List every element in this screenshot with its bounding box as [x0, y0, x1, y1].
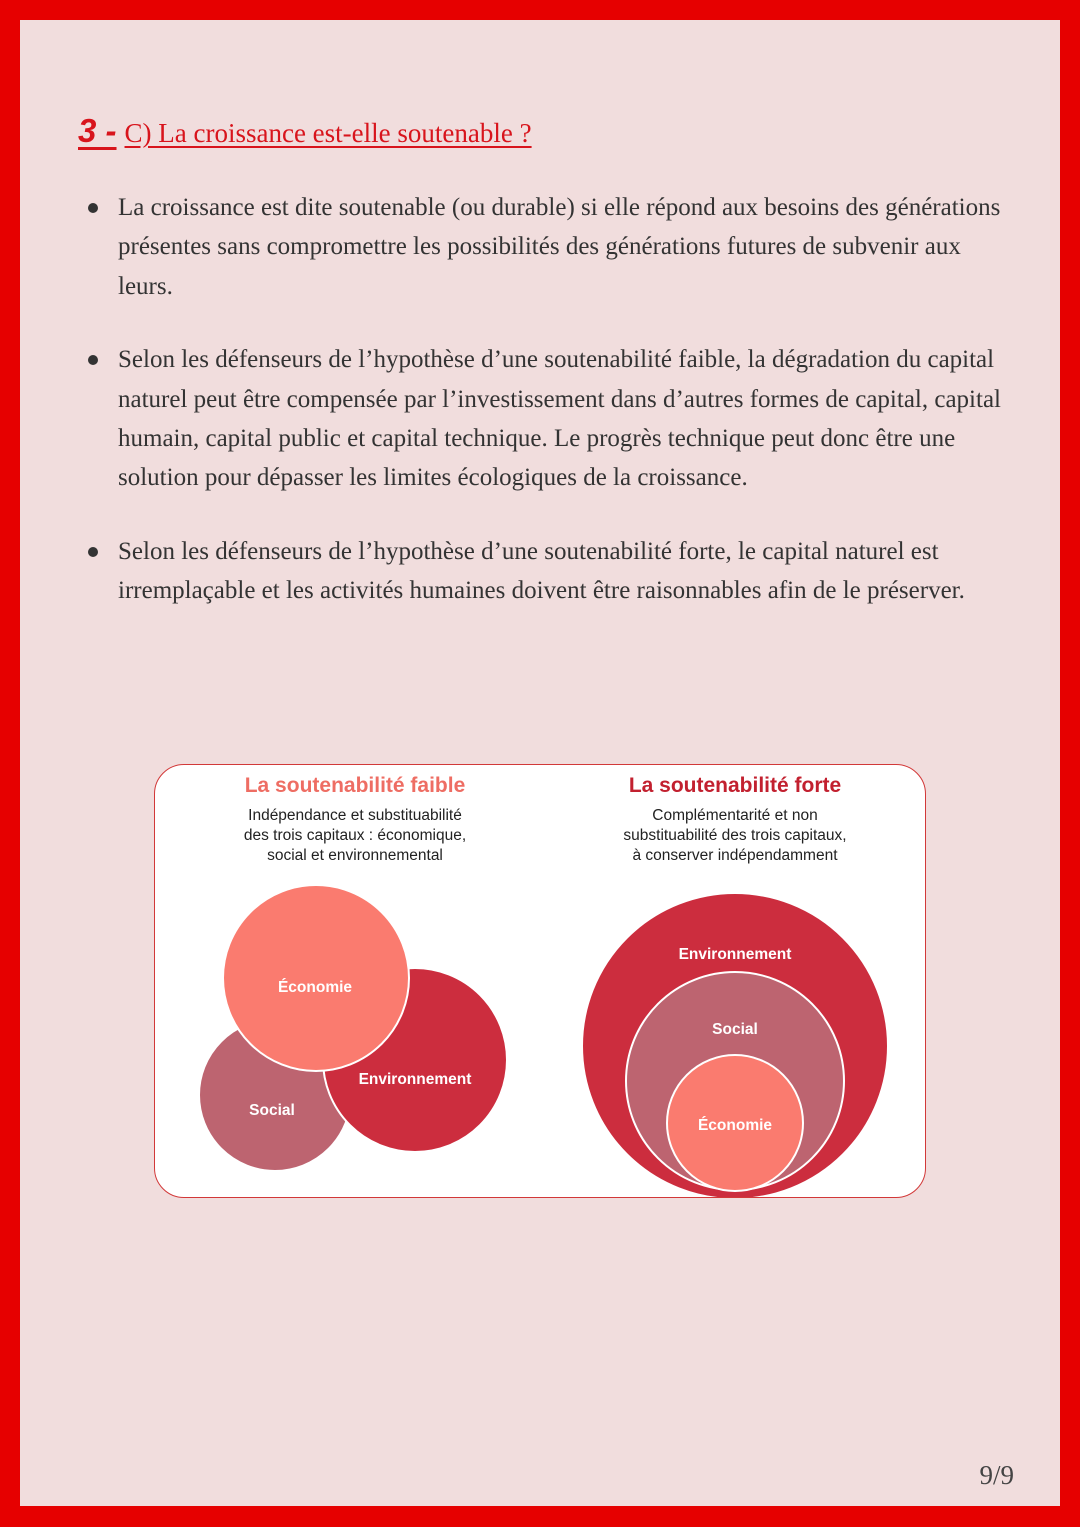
section-heading — [78, 112, 532, 150]
strong-desc-line-2: substituabilité des trois capitaux, — [623, 827, 847, 844]
document-page — [20, 20, 1060, 1506]
bullet-strong-sustainability: Selon les défenseurs de l’hypothèse d’une soutenabilité forte, le capital naturel est irremplaçable et les activités humaines doivent être raisonnables afin de le préserver. — [118, 532, 1018, 611]
weak-desc-line-1: Indépendance et substituabilité — [248, 807, 462, 824]
weak-economie-circle — [223, 885, 409, 1071]
weak-desc-line-3: social et environnemental — [267, 847, 443, 864]
strong-title: La soutenabilité forte — [628, 774, 842, 797]
section-title: C) La croissance est-elle soutenable ? — [124, 118, 532, 148]
bullet-list — [118, 188, 1018, 645]
strong-label-economie: Économie — [697, 1117, 773, 1134]
bullet-weak-sustainability: Selon les défenseurs de l’hypothèse d’une soutenabilité faible, la dégradation du capital naturel peut être compensée par l’investissement dans d’autres formes de capital, capital humain, capital public et capital technique. Le progrès technique peut donc être une solution pour dépasser les limites écologiques de la croissance. — [118, 340, 1018, 498]
weak-desc-line-2: des trois capitaux : économique, — [243, 827, 467, 844]
strong-desc-line-3: à conserver indépendamment — [632, 847, 838, 864]
sustainability-diagram — [154, 764, 926, 1198]
weak-label-environnement: Environnement — [358, 1071, 472, 1088]
strong-label-environnement: Environnement — [678, 946, 792, 963]
bullet-definition: La croissance est dite soutenable (ou durable) si elle répond aux besoins des générations présentes sans compromettre les possibilités des générations futures de subvenir aux leurs. — [118, 188, 1018, 306]
weak-label-social: Social — [249, 1102, 295, 1119]
strong-desc-line-1: Complémentarité et non — [652, 807, 818, 824]
page-number: 9/9 — [979, 1460, 1014, 1490]
weak-label-economie: Économie — [277, 979, 353, 996]
strong-label-social: Social — [712, 1021, 758, 1038]
section-number: 3 - — [78, 112, 117, 149]
weak-title: La soutenabilité faible — [244, 774, 466, 797]
